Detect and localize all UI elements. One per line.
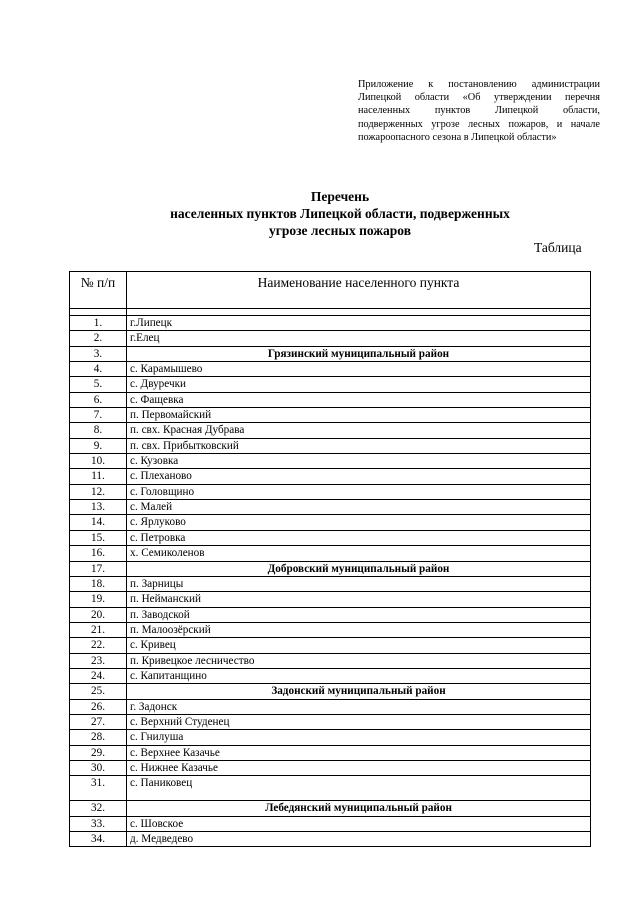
settlement-name: с. Паниковец	[127, 776, 591, 801]
row-number: 12.	[70, 484, 127, 499]
row-number: 6.	[70, 392, 127, 407]
table-row	[70, 454, 591, 469]
table-row	[70, 592, 591, 607]
table-row	[70, 607, 591, 622]
settlement-name: д. Медведево	[127, 832, 591, 847]
row-number: 20.	[70, 607, 127, 622]
table-row	[70, 638, 591, 653]
row-number: 33.	[70, 816, 127, 831]
row-number: 8.	[70, 423, 127, 438]
table-row	[70, 331, 591, 346]
settlement-name: г.Липецк	[127, 316, 591, 331]
appendix-note: Приложение к постановлению администрации Липецкой области «Об утверждении перечня населенных пунктов Липецкой области, подверженных угрозе лесных пожаров, и начале пожароопасного сезона в Липецкой области»	[358, 79, 600, 143]
settlement-name: г. Задонск	[127, 699, 591, 714]
row-number: 32.	[70, 801, 127, 816]
table-row	[70, 438, 591, 453]
settlements-table	[69, 271, 591, 847]
header-number: № п/п	[70, 272, 127, 309]
table-label: Таблица	[534, 240, 582, 255]
document-title	[0, 188, 640, 239]
table-row	[70, 576, 591, 591]
row-number: 34.	[70, 832, 127, 847]
row-number: 15.	[70, 530, 127, 545]
table-row	[70, 832, 591, 847]
spacer-cell	[127, 309, 591, 316]
row-number: 21.	[70, 622, 127, 637]
table-row	[70, 622, 591, 637]
row-number: 31.	[70, 776, 127, 801]
row-number: 14.	[70, 515, 127, 530]
settlement-name: с. Гнилуша	[127, 730, 591, 745]
district-heading: Грязинский муниципальный район	[127, 346, 591, 361]
settlement-name: с. Карамышево	[127, 362, 591, 377]
spacer-cell	[70, 309, 127, 316]
table-row	[70, 801, 591, 816]
title-line-3: угрозе лесных пожаров	[268, 223, 412, 238]
table-row	[70, 484, 591, 499]
row-number: 29.	[70, 745, 127, 760]
table-row	[70, 760, 591, 775]
table-header-row	[70, 272, 591, 309]
settlement-name: п. свх. Прибытковский	[127, 438, 591, 453]
settlement-name: с. Головщино	[127, 484, 591, 499]
district-heading: Лебедянский муниципальный район	[127, 801, 591, 816]
row-number: 24.	[70, 668, 127, 683]
table-row	[70, 684, 591, 699]
row-number: 10.	[70, 454, 127, 469]
table-row	[70, 423, 591, 438]
table-row	[70, 816, 591, 831]
settlement-name: с. Капитанщино	[127, 668, 591, 683]
row-number: 19.	[70, 592, 127, 607]
table-row	[70, 714, 591, 729]
table-row	[70, 730, 591, 745]
row-number: 1.	[70, 316, 127, 331]
settlement-name: с. Кривец	[127, 638, 591, 653]
row-number: 18.	[70, 576, 127, 591]
settlement-name: с. Двуречки	[127, 377, 591, 392]
table-spacer-row	[70, 309, 591, 316]
table-row	[70, 776, 591, 801]
title-line-1: Перечень	[310, 189, 370, 204]
settlement-name: п. Малоозёрский	[127, 622, 591, 637]
settlement-name: г.Елец	[127, 331, 591, 346]
row-number: 26.	[70, 699, 127, 714]
row-number: 30.	[70, 760, 127, 775]
row-number: 5.	[70, 377, 127, 392]
row-number: 7.	[70, 408, 127, 423]
table-row	[70, 316, 591, 331]
settlement-name: п. Первомайский	[127, 408, 591, 423]
table-row	[70, 653, 591, 668]
settlement-name: п. Заводской	[127, 607, 591, 622]
table-row	[70, 362, 591, 377]
table-row	[70, 530, 591, 545]
table-row	[70, 699, 591, 714]
settlement-name: х. Семиколенов	[127, 546, 591, 561]
row-number: 9.	[70, 438, 127, 453]
table-row	[70, 377, 591, 392]
settlement-name: с. Кузовка	[127, 454, 591, 469]
table-row	[70, 346, 591, 361]
row-number: 22.	[70, 638, 127, 653]
settlement-name: с. Верхний Студенец	[127, 714, 591, 729]
table-row	[70, 546, 591, 561]
settlement-name: с. Нижнее Казачье	[127, 760, 591, 775]
title-line-2: населенных пунктов Липецкой области, подверженных	[170, 206, 510, 221]
row-number: 23.	[70, 653, 127, 668]
table-row	[70, 392, 591, 407]
settlement-name: с. Ярлуково	[127, 515, 591, 530]
header-name: Наименование населенного пункта	[127, 272, 591, 309]
row-number: 4.	[70, 362, 127, 377]
table-row	[70, 500, 591, 515]
row-number: 27.	[70, 714, 127, 729]
settlement-name: п. Зарницы	[127, 576, 591, 591]
settlement-name: с. Плеханово	[127, 469, 591, 484]
row-number: 17.	[70, 561, 127, 576]
settlement-name: с. Верхнее Казачье	[127, 745, 591, 760]
settlement-name: п. Нейманский	[127, 592, 591, 607]
row-number: 28.	[70, 730, 127, 745]
row-number: 13.	[70, 500, 127, 515]
settlement-name: с. Малей	[127, 500, 591, 515]
row-number: 25.	[70, 684, 127, 699]
table-row	[70, 668, 591, 683]
table-row	[70, 561, 591, 576]
district-heading: Добровский муниципальный район	[127, 561, 591, 576]
table-row	[70, 745, 591, 760]
table-row	[70, 515, 591, 530]
settlement-name: с. Петровка	[127, 530, 591, 545]
row-number: 2.	[70, 331, 127, 346]
row-number: 16.	[70, 546, 127, 561]
table-row	[70, 469, 591, 484]
settlement-name: п. Кривецкое лесничество	[127, 653, 591, 668]
settlement-name: с. Фащевка	[127, 392, 591, 407]
settlement-name: с. Шовское	[127, 816, 591, 831]
settlement-name: п. свх. Красная Дубрава	[127, 423, 591, 438]
row-number: 3.	[70, 346, 127, 361]
row-number: 11.	[70, 469, 127, 484]
district-heading: Задонский муниципальный район	[127, 684, 591, 699]
table-row	[70, 408, 591, 423]
